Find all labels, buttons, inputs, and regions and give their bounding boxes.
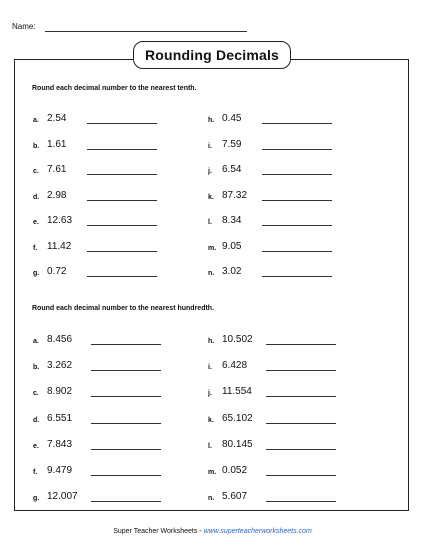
problem-letter: h. bbox=[208, 338, 215, 345]
problem-letter: l. bbox=[208, 219, 212, 226]
problem-row bbox=[208, 136, 332, 150]
problem-number: 87.32 bbox=[222, 189, 248, 201]
problem-letter: f. bbox=[33, 469, 38, 476]
problem-letter: b. bbox=[33, 364, 40, 372]
problem-letter: a. bbox=[33, 117, 39, 124]
problem-number: 9.05 bbox=[222, 240, 242, 252]
problem-letter: e. bbox=[33, 219, 39, 226]
problem-letter: k. bbox=[208, 416, 214, 424]
problem-number: 7.61 bbox=[47, 164, 67, 175]
problem-letter: g. bbox=[33, 495, 40, 503]
problem-number: 5.607 bbox=[222, 491, 248, 503]
problem-row bbox=[208, 383, 336, 397]
problem-row bbox=[208, 187, 332, 201]
problem-number: 3.262 bbox=[47, 360, 73, 372]
problem-number: 8.456 bbox=[47, 334, 73, 345]
problem-number: 0.72 bbox=[47, 266, 67, 277]
problem-letter: j. bbox=[208, 168, 212, 175]
problem-letter: i. bbox=[208, 142, 212, 150]
problem-row bbox=[208, 488, 336, 502]
problem-letter: m. bbox=[208, 469, 217, 476]
problem-letter: h. bbox=[208, 117, 215, 124]
problem-row bbox=[208, 161, 332, 175]
footer-url[interactable]: www.superteacherworksheets.com bbox=[203, 528, 312, 535]
answer-blank[interactable] bbox=[262, 139, 332, 150]
problem-number: 10.502 bbox=[222, 334, 253, 345]
problem-letter: d. bbox=[33, 193, 40, 201]
problem-letter: f. bbox=[33, 244, 38, 252]
problem-number: 9.479 bbox=[47, 465, 73, 476]
problem-number: 2.54 bbox=[47, 113, 67, 124]
problem-letter: j. bbox=[208, 390, 212, 398]
problem-letter: l. bbox=[208, 442, 212, 450]
problem-letter: n. bbox=[208, 495, 215, 503]
answer-blank[interactable] bbox=[266, 465, 336, 476]
problem-number: 12.007 bbox=[47, 491, 78, 503]
problem-number: 1.61 bbox=[47, 138, 67, 150]
problem-row bbox=[208, 263, 332, 277]
problem-number: 6.551 bbox=[47, 412, 73, 424]
problem-row bbox=[33, 161, 157, 175]
problem-letter: e. bbox=[33, 442, 39, 450]
problem-row bbox=[208, 357, 336, 371]
problem-row bbox=[33, 263, 157, 277]
problem-letter: b. bbox=[33, 142, 40, 150]
answer-blank[interactable] bbox=[266, 334, 336, 345]
footer-separator: - bbox=[197, 528, 204, 535]
answer-blank[interactable] bbox=[262, 241, 332, 252]
problem-number: 8.902 bbox=[47, 386, 73, 398]
problem-row bbox=[208, 436, 336, 450]
name-label: Name: bbox=[12, 22, 36, 31]
problem-letter: i. bbox=[208, 364, 212, 372]
answer-blank[interactable] bbox=[87, 215, 157, 226]
footer-brand: Super Teacher Worksheets bbox=[113, 528, 198, 535]
problem-letter: k. bbox=[208, 193, 214, 201]
problem-number: 11.42 bbox=[47, 240, 72, 252]
answer-blank[interactable] bbox=[87, 266, 157, 277]
answer-blank[interactable] bbox=[266, 360, 336, 371]
answer-blank[interactable] bbox=[266, 386, 336, 397]
answer-blank[interactable] bbox=[87, 164, 157, 175]
problem-letter: n. bbox=[208, 270, 215, 277]
problem-number: 80.145 bbox=[222, 438, 253, 450]
answer-blank[interactable] bbox=[91, 386, 161, 397]
answer-blank[interactable] bbox=[87, 113, 157, 124]
answer-blank[interactable] bbox=[91, 439, 161, 450]
answer-blank[interactable] bbox=[262, 266, 332, 277]
answer-blank[interactable] bbox=[262, 215, 332, 226]
problem-letter: c. bbox=[33, 390, 39, 398]
problem-number: 0.052 bbox=[222, 465, 248, 476]
problem-row bbox=[33, 410, 161, 424]
instruction-hundredth: Round each decimal number to the nearest hundredth. bbox=[32, 305, 215, 312]
instruction-tenth: Round each decimal number to the nearest tenth. bbox=[32, 85, 197, 92]
problem-row bbox=[33, 212, 157, 226]
answer-blank[interactable] bbox=[91, 413, 161, 424]
answer-blank[interactable] bbox=[91, 334, 161, 345]
problem-number: 12.63 bbox=[47, 215, 73, 226]
problem-number: 2.98 bbox=[47, 189, 67, 201]
problem-row bbox=[208, 110, 332, 124]
problem-number: 3.02 bbox=[222, 266, 242, 277]
problem-letter: d. bbox=[33, 416, 40, 424]
footer bbox=[0, 528, 425, 535]
problem-row bbox=[208, 331, 336, 345]
problem-row bbox=[33, 436, 161, 450]
answer-blank[interactable] bbox=[87, 139, 157, 150]
answer-blank[interactable] bbox=[262, 113, 332, 124]
problem-row bbox=[33, 187, 157, 201]
answer-blank[interactable] bbox=[262, 164, 332, 175]
problem-number: 7.843 bbox=[47, 438, 73, 450]
answer-blank[interactable] bbox=[91, 491, 161, 502]
problem-number: 6.428 bbox=[222, 360, 248, 372]
problem-number: 6.54 bbox=[222, 164, 242, 175]
answer-blank[interactable] bbox=[91, 360, 161, 371]
problem-row bbox=[208, 238, 332, 252]
problem-row bbox=[33, 136, 157, 150]
problem-row bbox=[33, 110, 157, 124]
page-title: Rounding Decimals bbox=[144, 47, 280, 63]
problem-row bbox=[208, 212, 332, 226]
problem-row bbox=[33, 238, 157, 252]
name-line[interactable] bbox=[45, 31, 247, 32]
problem-row bbox=[33, 383, 161, 397]
problem-row bbox=[33, 331, 161, 345]
answer-blank[interactable] bbox=[87, 190, 157, 201]
problem-row bbox=[33, 488, 161, 502]
answer-blank[interactable] bbox=[266, 439, 336, 450]
answer-blank[interactable] bbox=[91, 465, 161, 476]
answer-blank[interactable] bbox=[87, 241, 157, 252]
answer-blank[interactable] bbox=[266, 491, 336, 502]
title-box bbox=[133, 41, 291, 69]
problem-letter: a. bbox=[33, 338, 39, 345]
problem-number: 65.102 bbox=[222, 412, 253, 424]
problem-letter: m. bbox=[208, 244, 217, 252]
problem-number: 0.45 bbox=[222, 113, 242, 124]
problem-letter: g. bbox=[33, 270, 40, 277]
problem-letter: c. bbox=[33, 168, 39, 175]
problem-row bbox=[33, 462, 161, 476]
problem-number: 11.554 bbox=[222, 386, 252, 398]
answer-blank[interactable] bbox=[262, 190, 332, 201]
problem-row bbox=[33, 357, 161, 371]
problem-number: 8.34 bbox=[222, 215, 242, 226]
problem-row bbox=[208, 462, 336, 476]
problem-number: 7.59 bbox=[222, 138, 242, 150]
problem-row bbox=[208, 410, 336, 424]
answer-blank[interactable] bbox=[266, 413, 336, 424]
